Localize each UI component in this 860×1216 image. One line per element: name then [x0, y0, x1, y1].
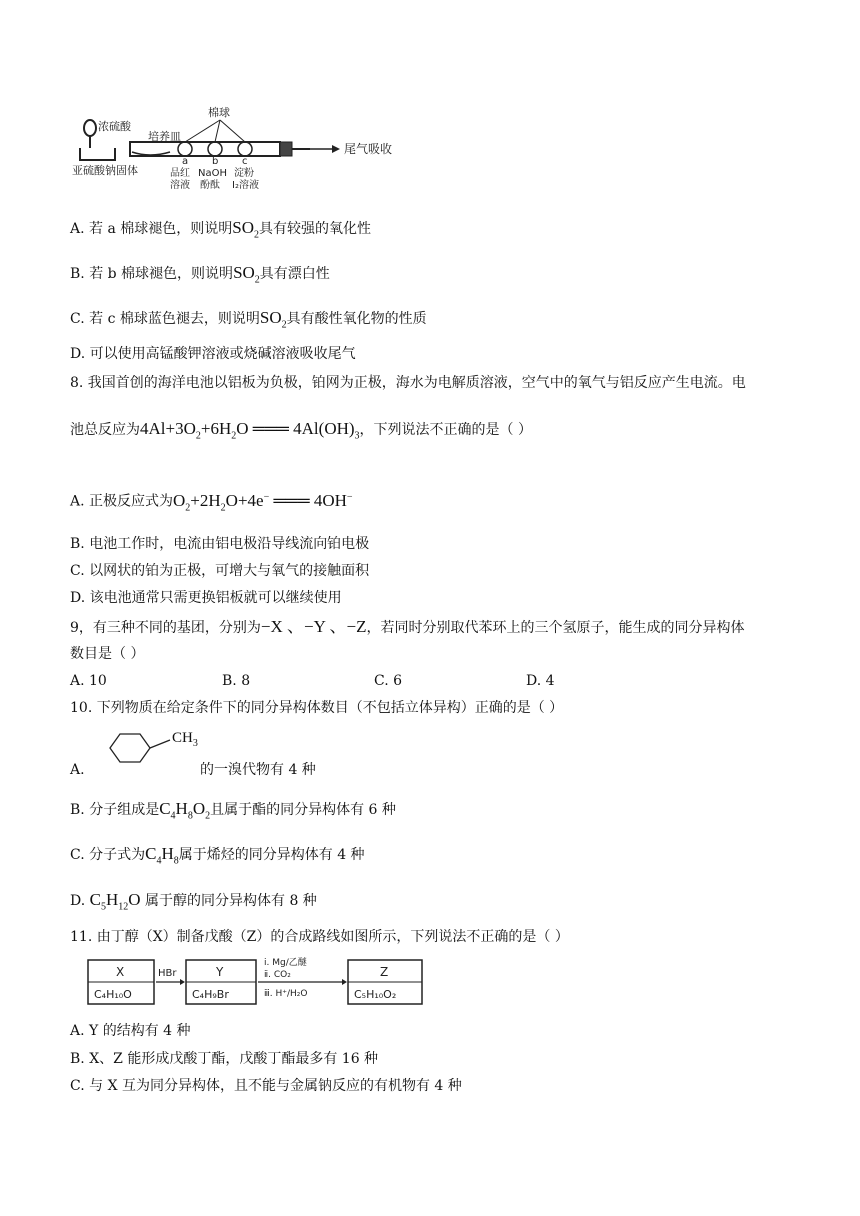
label-tag-c: c — [242, 156, 248, 167]
arrow2-mid-label: ⅱ. CO₂ — [264, 970, 291, 980]
q10-option-b: B. 分子组成是$C_4H_8O_2$且属于酯的同分异构体有 6 种 — [70, 799, 396, 822]
label-sol-a-2: 溶液 — [170, 180, 190, 191]
q7-a-tail: 具有较强的氧化性 — [259, 221, 371, 237]
q7-option-b — [70, 263, 330, 290]
so2-formula: $SO_2$ — [233, 263, 260, 286]
q8-option-d: D. 该电池通常只需更换铝板就可以继续使用 — [70, 590, 342, 606]
box-y-formula: C₄H₉Br — [192, 988, 229, 1001]
q8-option-c: C. 以网状的铂为正极，可增大与氧气的接触面积 — [70, 563, 370, 579]
box-z-label: Z — [380, 965, 389, 979]
q7-a-text: A. 若 a 棉球褪色，则说明 — [70, 221, 233, 237]
q9-option-b: B. 8 — [222, 673, 251, 689]
q10-option-d: D. $C_5H_{12}O$ 属于醇的同分异构体有 8 种 — [70, 890, 317, 913]
label-sol-b-1: NaOH — [198, 168, 227, 179]
q8-stem-line-1: 8. 我国首创的海洋电池以铝板为负极，铂网为正极，海水为电解质溶液，空气中的氧气与铝反应产生电流。电 — [70, 375, 746, 391]
q7-option-a — [70, 218, 371, 245]
so2-formula: $SO_2$ — [232, 218, 259, 241]
q7-c-text: C. 若 c 棉球蓝色褪去，则说明 — [70, 311, 260, 327]
box-x-label: X — [116, 965, 125, 979]
label-dish: 培养皿 — [148, 130, 181, 143]
q10-stem: 10. 下列物质在给定条件下的同分异构体数目（不包括立体异构）正确的是（ ） — [70, 700, 564, 716]
arrow2-top-label: ⅰ. Mg/乙醚 — [264, 958, 307, 968]
label-acid: 浓硫酸 — [98, 120, 131, 133]
q9-option-d: D. 4 — [526, 673, 555, 689]
q7-apparatus-figure — [70, 100, 410, 195]
label-tag-b: b — [212, 156, 219, 167]
q11-synthesis-route — [86, 952, 426, 1012]
q9-options — [70, 671, 792, 691]
q7-option-d: D. 可以使用高锰酸钾溶液或烧碱溶液吸收尾气 — [70, 346, 356, 362]
q9-option-a: A. 10 — [70, 673, 107, 689]
label-sol-c-1: 淀粉 — [234, 168, 254, 179]
q8-option-a: A. 正极反应式为$O_2+2H_2O+4e^-$ ═══ 4OH− — [70, 490, 353, 514]
q10-option-c: C. 分子式为$C_4H_8$属于烯烃的同分异构体有 4 种 — [70, 844, 365, 867]
arrow1-label: HBr — [158, 968, 177, 979]
q7-b-text: B. 若 b 棉球褪色，则说明 — [70, 266, 234, 282]
label-sol-b-2: 酚酞 — [200, 180, 220, 191]
q9-option-c: C. 6 — [374, 673, 403, 689]
q9-stem-line-1: 9，有三种不同的基团，分别为−X 、−Y 、−Z，若同时分别取代苯环上的三个氢原子，能生成的同分异构体 — [70, 617, 745, 636]
q7-b-tail: 具有漂白性 — [259, 266, 330, 282]
q11-stem: 11. 由丁醇（X）制备戊酸（Z）的合成路线如图所示，下列说法不正确的是（ ） — [70, 929, 569, 945]
box-y-label: Y — [216, 965, 224, 979]
label-solid: 亚硫酸钠固体 — [72, 164, 138, 177]
q8-option-b: B. 电池工作时，电流由铝电极沿导线流向铂电极 — [70, 536, 370, 552]
so2-formula: $SO_2$ — [259, 308, 287, 331]
label-sol-c-2: I₂溶液 — [232, 180, 259, 191]
box-x-formula: C₄H₁₀O — [94, 988, 132, 1001]
box-z-formula: C₅H₁₀O₂ — [354, 988, 397, 1001]
q8-stem-line-2: 池总反应为$4Al+3O_2+6H_2O$ ═══ $4Al(OH)_3$，下列说法不正确的是（ ） — [70, 419, 532, 442]
c4h8-formula: $C_4H_8$ — [145, 844, 179, 867]
methyl-label: $CH_3$ — [172, 730, 198, 749]
q7-option-c — [70, 308, 427, 335]
label-sol-a-1: 品红 — [170, 168, 190, 179]
q7-c-tail: 具有酸性氧化物的性质 — [286, 311, 427, 327]
q8-total-reaction: $4Al+3O_2+6H_2O$ ═══ $4Al(OH)_3$ — [140, 419, 360, 442]
c4h8o2-formula: $C_4H_8O_2$ — [159, 799, 211, 822]
q11-option-b: B. X、Z 能形成戊酸丁酯，戊酸丁酯最多有 16 种 — [70, 1051, 379, 1067]
q11-option-c: C. 与 X 互为同分异构体，且不能与金属钠反应的有机物有 4 种 — [70, 1078, 462, 1094]
label-exhaust: 尾气吸收 — [344, 142, 393, 156]
q8-cathode-reaction: $O_2+2H_2O+4e^-$ ═══ 4OH− — [173, 490, 353, 514]
label-cotton: 棉球 — [208, 106, 230, 119]
q9-groups: −X 、−Y 、−Z — [260, 617, 367, 636]
c5h12o-formula: $C_5H_{12}O$ — [89, 890, 141, 913]
arrow2-bot-label: ⅲ. H⁺/H₂O — [264, 989, 308, 999]
label-tag-a: a — [182, 156, 189, 167]
q11-option-a: A. Y 的结构有 4 种 — [70, 1023, 191, 1039]
q9-stem-line-2: 数目是（ ） — [70, 646, 145, 662]
